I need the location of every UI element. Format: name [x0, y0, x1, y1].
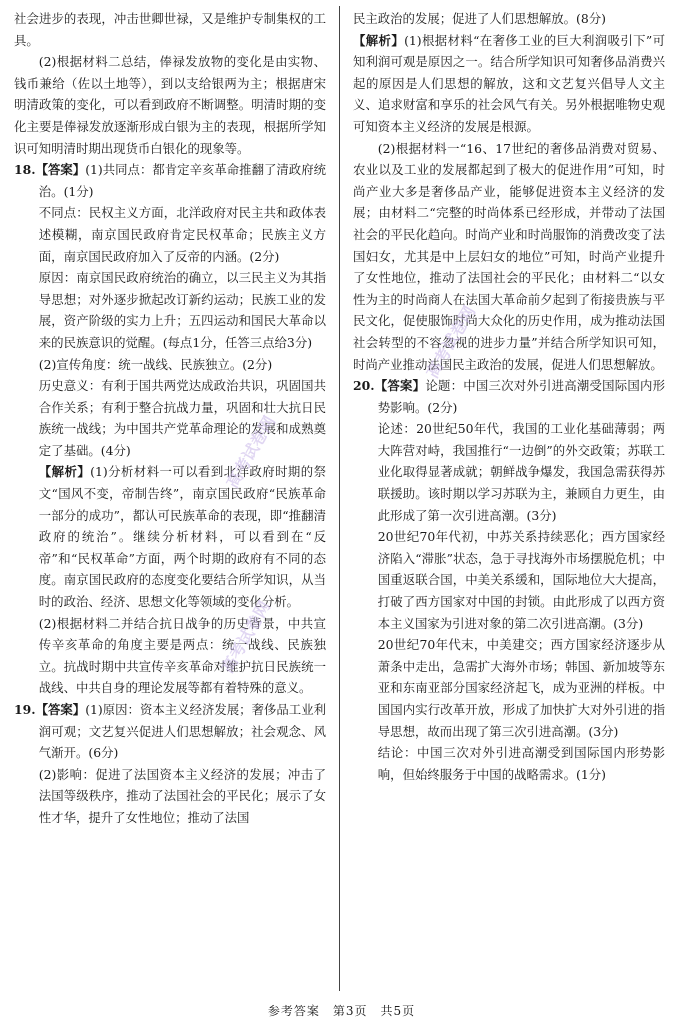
page-footer: 参考答案 第3页 共5页	[267, 1004, 416, 1018]
paragraph: 20世纪70年代初，中苏关系持续恶化；西方国家经济陷入“滞胀”状态，急于寻找海外市场摆脱危机；中国重返联合国，中美关系缓和，国际地位大大提高，打破了西方国家对中国的封锁。由此形成了以西方资本主义国家为引进对象的第二次引进高潮。(3分)	[377, 529, 665, 631]
column-divider	[339, 6, 340, 991]
paragraph: (2)影响：促进了法国资本主义经济的发展；冲击了法国等级秩序，推动了法国社会的平民化；展示了女性才华，提升了女性地位；推动了法国	[38, 766, 326, 825]
answer-18	[14, 159, 326, 202]
analysis-tag: 【解析】	[38, 464, 91, 480]
paragraph: 论述：20世纪50年代，我国的工业化基础薄弱；两大阵营对峙，我国推行“一边倒”的外交政策；苏联工业化取得显著成就；朝鲜战争爆发，我国急需获得苏联援助。该时期以学习苏联为主，兼顾自力更生，由此形成了第一次引进高潮。(3分)	[377, 421, 665, 523]
paragraph: 20世纪70年代末，中美建交；西方国家经济逐步从萧条中走出，急需扩大海外市场；韩国、新加坡等东亚和东南亚部分国家经济起飞，成为亚洲的样板。中国国内实行改革开放，形成了加快扩大对外引进的指导思想，故而出现了第三次引进高潮。(3分)	[377, 637, 665, 739]
paragraph: 历史意义：有利于国共两党达成政治共识，巩固国共合作关系；有利于整合抗战力量，巩固和壮大抗日民族统一战线；为中国共产党革命理论的发展和成熟奠定了基础。(4分)	[38, 378, 326, 458]
paragraph: 原因：南京国民政府统治的确立，以三民主义为其指导思想；对外逐步掀起改订新约运动；民族工业的发展，资产阶级的实力上升；五四运动和国民大革命以来的民族意识的觉醒。(每点1分，任答三点给3分)	[38, 270, 326, 350]
watermark: 高考试卷网	[222, 412, 280, 492]
answer-text: (1)共同点：都肯定辛亥革命推翻了清政府统治。(1分)	[38, 162, 326, 199]
paragraph: 结论：中国三次对外引进高潮受到国际国内形势影响，但始终服务于中国的战略需求。(1分)	[377, 745, 665, 782]
question-number: 18.	[14, 162, 36, 178]
answer-tag: 【答案】	[374, 378, 426, 394]
question-number: 19.	[14, 702, 36, 717]
right-column	[353, 8, 665, 785]
answer-text: 论题：中国三次对外引进高潮受国际国内形势影响。(2分)	[377, 378, 666, 415]
watermark: 高考试卷网	[422, 302, 480, 382]
answer-tag: 【答案】	[35, 702, 86, 717]
paragraph: 社会进步的表现，冲击世卿世禄，又是维护专制集权的工具。	[14, 11, 326, 48]
analysis-text: (1)分析材料一可以看到北洋政府时期的祭文“国风不变，帝制告终”，南京国民政府“民族革命一部分的成功”，都认可民族革命的表现，即“推翻清政府的统治”。继续分析材料，可以看到在“反帝”和“民权革命”方面，两个时期的政府有不同的态度。南京国民政府的态度变化要结合所学知识，从当时的政治、经济、思想文化等领域的变化分析。	[38, 464, 327, 610]
analysis-18	[14, 461, 326, 612]
paragraph: 民主政治的发展；促进了人们思想解放。(8分)	[353, 11, 606, 26]
analysis-tag: 【解析】	[353, 32, 405, 48]
paragraph: 不同点：民权主义方面，北洋政府对民主共和政体表述模糊，南京国民政府肯定民权革命；民族主义方面，南京国民政府加入了反帝的内涵。(2分)	[38, 205, 326, 264]
paragraph: (2)根据材料一“16、17世纪的奢侈品消费对贸易、农业以及工业的发展都起到了极大的促进作用”可知，时尚产业大多是奢侈品产业，能够促进资本主义经济的发展；由材料二“完整的时尚体系已经形成，并带动了法国社会的平民化趋向。时尚产业和时尚服饰的消费改变了法国妇女，尤其是中上层妇女的地位”可知，时尚产业提升了女性地位，推动了法国社会的平民化；由材料二“以女性为主的时尚商人在法国大革命前夕起到了衔接贵族与平民文化，促使服饰时尚大众化的历史作用，成为推动法国社会转型的不容忽视的进步力量”并结合所学知识可知，时尚产业推动法国民主政治的发展，促进人们思想解放。	[353, 140, 665, 372]
answer-20	[353, 375, 665, 418]
paragraph: (2)根据材料二总结，俸禄发放物的变化是由实物、钱币兼给（佐以土地等），到以支给银两为主；根据唐宋明清政策的变化，可以看到政府不断调整。明清时期的变化主要是俸禄发放逐渐形成白银为主的表现，根据所学知识可知明清时期出现货币白银化的现象等。	[14, 54, 326, 156]
watermark: 高考试卷网	[217, 597, 275, 677]
analysis-19	[353, 30, 665, 138]
answer-tag: 【答案】	[35, 162, 86, 178]
question-number: 20.	[353, 378, 375, 394]
answer-19	[14, 699, 326, 764]
analysis-text: (1)根据材料“在奢侈工业的巨大利润吸引下”可知利润可观是原因之一。结合所学知识可知奢侈品消费兴起的原因是人们思想的解放，这和文艺复兴倡导人文主义、追求财富和享乐的社会风气有关。另外根据唯物史观可知资本主义经济的发展是根源。	[353, 32, 665, 134]
answer-text: (1)原因：资本主义经济发展；奢侈品工业利润可观；文艺复兴促进人们思想解放；社会观念、风气渐开。(6分)	[38, 702, 326, 761]
paragraph: (2)宣传角度：统一战线、民族独立。(2分)	[38, 356, 273, 372]
left-column	[14, 8, 326, 829]
paragraph: (2)根据材料二并结合抗日战争的历史背景，中共宣传辛亥革命的角度主要是两点：统一战线、民族独立。抗战时期中共宣传辛亥革命对维护抗日民族统一战线、中共自身的理论发展等都有着特殊的意义。	[38, 615, 326, 696]
